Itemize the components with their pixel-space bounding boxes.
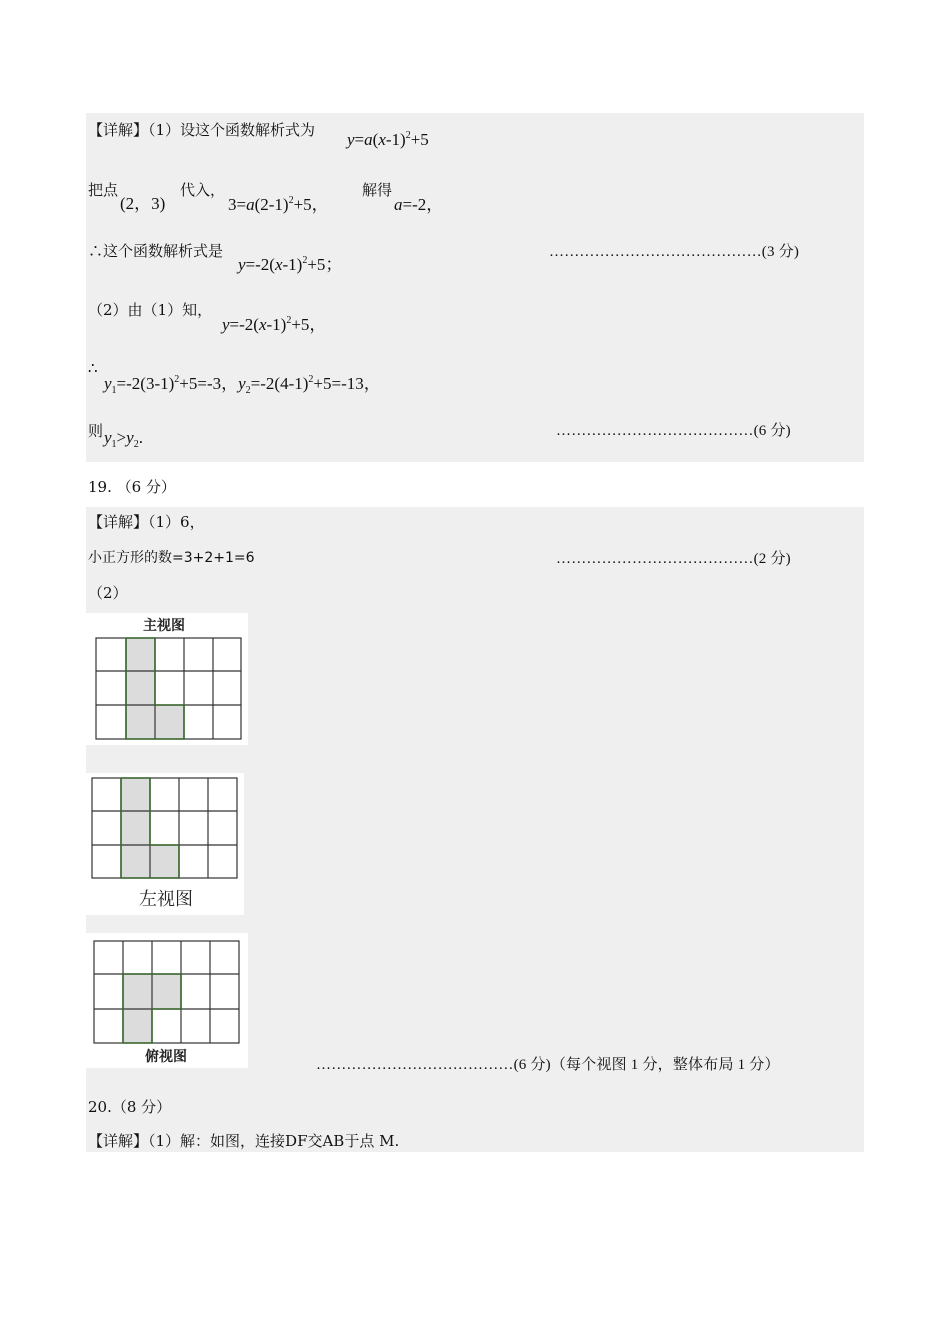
q18-line4-label: （2）由（1）知， — [88, 301, 213, 319]
q18-line4-math: $y=-2(x-1)^2+5$， — [222, 315, 327, 334]
top-view-caption: 俯视图 — [145, 1049, 187, 1065]
q20-heading: 20.（8 分） — [88, 1098, 172, 1116]
q18-line1-label: 【详解】（1）设这个函数解析式为 — [88, 121, 316, 139]
q18-line5-math: $y_1=-2(3-1)^2+5=-3$，$y_2=-2(4-1)^2+5=-13$， — [104, 374, 381, 396]
q18-line2-math: $3=a(2-1)^2+5$， — [228, 195, 329, 214]
q20-line1: 【详解】（1）解：如图，连接DF交AB于点 M. — [88, 1132, 400, 1150]
q19-line2: 小正方形的数=3+2+1=6 — [88, 550, 255, 566]
q19-line1: 【详解】（1）6， — [88, 513, 205, 531]
q18-line6-math: $y_1>y_2$. — [104, 428, 143, 450]
q18-line3-score: ……………………………………(3 分) — [549, 244, 800, 260]
left-view-caption: 左视图 — [139, 889, 193, 910]
q18-line2-point: (2，3) — [120, 194, 166, 213]
left-view-figure — [86, 773, 244, 915]
q18-line1-math: $y=a(x-1)^2+5$ — [347, 130, 429, 149]
q18-line2-label-b: 代入， — [180, 181, 226, 199]
q18-line6-score: …………………………………(6 分) — [556, 423, 791, 439]
q18-line2-label-c: 解得 — [362, 181, 393, 199]
q18-line6-label: 则 — [88, 422, 104, 440]
answer-block-q18 — [86, 113, 864, 462]
q19-line2-score: …………………………………(2 分) — [556, 551, 791, 567]
front-view-caption: 主视图 — [143, 618, 185, 634]
q18-line3-math: $y=-2(x-1)^2+5$； — [238, 255, 343, 274]
q19-final-score: …………………………………(6 分)（每个视图 1 分，整体布局 1 分） — [316, 1057, 780, 1073]
top-view-figure — [86, 933, 248, 1068]
q18-line2-label-a: 把点 — [88, 181, 119, 199]
q19-heading: 19. （6 分） — [88, 478, 176, 496]
front-view-figure — [86, 613, 248, 745]
q18-line2-result: a=-2， — [394, 195, 444, 214]
q19-line3: （2） — [88, 584, 128, 602]
q18-line3-label: ∴这个函数解析式是 — [88, 242, 224, 260]
q18-line5-label: ∴ — [88, 359, 98, 377]
